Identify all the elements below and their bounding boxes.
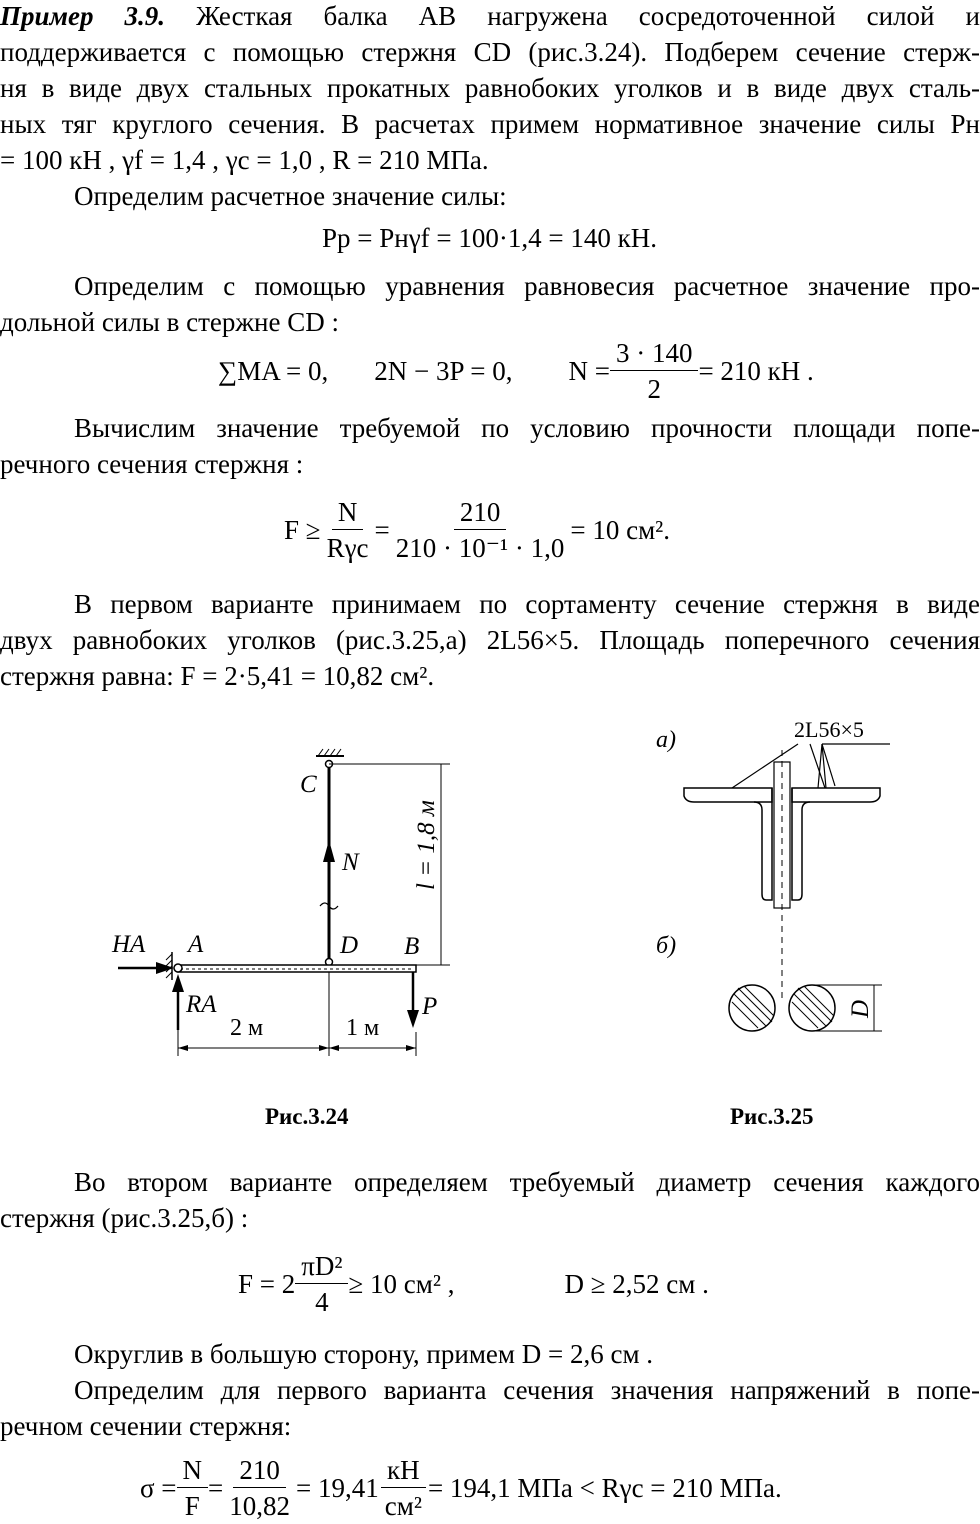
- label-N: N: [342, 849, 359, 876]
- label-HA: HA: [112, 931, 146, 958]
- p5-line2: двух равнобоких уголков (рис.3.25,а) 2L56×5. Площадь поперечного сечения: [0, 625, 980, 655]
- label-span-1m: 1 м: [346, 1015, 380, 1041]
- p5-line3: стержня равна: F = 2·5,41 = 10,82 см².: [0, 661, 435, 691]
- equation-diameter: [238, 1246, 709, 1322]
- eq5-f2-den: 10,82: [229, 1490, 291, 1521]
- label-P: P: [422, 993, 438, 1020]
- p3-line1: Определим с помощью уравнения равновесия расчетное значение про-: [74, 271, 980, 301]
- label-span-2m: 2 м: [230, 1015, 264, 1041]
- label-diameter: D: [847, 999, 874, 1018]
- p5-line1: В первом варианте принимаем по сортаменту сечение стержня в виде: [74, 589, 980, 619]
- eq5-eq: =: [208, 1473, 224, 1503]
- eq5-unit-num: кН: [381, 1453, 426, 1488]
- eq3-fraction1: [321, 495, 375, 566]
- eq3-f1-num: N: [332, 495, 364, 530]
- eq5-fraction1: [177, 1453, 209, 1524]
- p8-line1: Определим для первого варианта сечения значения напряжений в попе-: [74, 1375, 980, 1405]
- eq5-fraction2: [223, 1453, 296, 1524]
- p4-line2: речного сечения стержня :: [0, 449, 304, 479]
- eq4-den: 4: [315, 1286, 329, 1317]
- label-B: B: [404, 933, 420, 960]
- p1-line1: [0, 0, 980, 32]
- equation-area: [284, 492, 670, 568]
- equation-design-force: Pр = Pнγf = 100·1,4 = 140 кН.: [322, 223, 657, 253]
- eq3-f2-num: 210: [454, 495, 507, 530]
- eq5-f2-num: 210: [233, 1453, 286, 1488]
- eq4-right: ≥ 10 см² ,: [348, 1269, 455, 1299]
- eq4-fraction: [295, 1249, 348, 1320]
- label-A: A: [188, 931, 204, 958]
- figure-3-24: [100, 740, 480, 1070]
- eq5-mid: = 19,41: [296, 1473, 379, 1503]
- p1-line4: ных тяг круглого сечения. В расчетах примем нормативное значение силы Pн: [0, 109, 980, 139]
- eq2-numerator: 3 · 140: [610, 336, 699, 371]
- eq4-left: F = 2: [238, 1269, 296, 1299]
- eq3-result: = 10 см².: [570, 515, 671, 545]
- eq5-unit-fraction: [379, 1453, 428, 1524]
- p2-line: Определим расчетное значение силы:: [74, 181, 507, 211]
- eq5-f1-num: N: [177, 1453, 209, 1488]
- p6-line2: стержня (рис.3.25,б) :: [0, 1203, 249, 1233]
- p1-line2: поддерживается с помощью стержня CD (рис.3.24). Подберем сечение стерж-: [0, 37, 980, 67]
- label-D: D: [340, 932, 359, 959]
- eq3-f1-den: Rγc: [326, 532, 369, 563]
- figure-3-25: [640, 710, 970, 1050]
- p1-line3: ня в виде двух стальных прокатных равнобоких уголков и в виде двух сталь-: [0, 73, 980, 103]
- eq4-num: πD²: [295, 1249, 348, 1284]
- p4-line1: Вычислим значение требуемой по условию прочности площади попе-: [74, 413, 980, 443]
- p1-line1-text: Жесткая балка AB нагружена сосредоточенной силой и: [196, 1, 980, 31]
- eq2-linear: 2N − 3P = 0,: [374, 356, 513, 386]
- caption-fig-3-25: Рис.3.25: [730, 1104, 814, 1129]
- eq5-right: = 194,1 МПа < Rγc = 210 МПа.: [427, 1473, 782, 1503]
- example-heading: Пример 3.9.: [0, 1, 166, 31]
- eq3-eq: =: [374, 515, 390, 545]
- p6-line1: Во втором варианте определяем требуемый диаметр сечения каждого: [74, 1167, 980, 1197]
- label-length: l = 1,8 м: [413, 800, 440, 890]
- label-variant-b: б): [656, 933, 677, 959]
- eq3-f2-den: 210 · 10⁻¹ · 1,0: [395, 532, 565, 563]
- eq2-n-left: N =: [568, 356, 610, 386]
- eq3-fraction2: [390, 495, 571, 566]
- eq4-d: D ≥ 2,52 см .: [564, 1269, 709, 1299]
- caption-fig-3-24: Рис.3.24: [265, 1104, 349, 1129]
- label-RA: RA: [186, 991, 217, 1018]
- eq2-result: = 210 кН .: [698, 356, 814, 386]
- p8-line2: речном сечении стержня:: [0, 1411, 292, 1441]
- p3-line2: дольной силы в стержне CD :: [0, 307, 339, 337]
- eq2-fraction: [610, 336, 699, 407]
- label-variant-a: а): [656, 727, 676, 753]
- equation-equilibrium: [218, 338, 814, 404]
- label-C: C: [300, 771, 317, 798]
- label-profile: 2L56×5: [794, 717, 864, 742]
- eq3-left: F ≥: [284, 515, 321, 545]
- eq5-f1-den: F: [184, 1490, 200, 1521]
- p1-line5: = 100 кН , γf = 1,4 , γc = 1,0 , R = 210 МПа.: [0, 145, 489, 175]
- p7-line: Округлив в большую сторону, примем D = 2,6 см .: [74, 1339, 654, 1369]
- eq2-sum-moments: ∑MA = 0,: [218, 356, 329, 386]
- eq2-denominator: 2: [647, 373, 661, 404]
- eq5-left: σ =: [140, 1473, 177, 1503]
- eq5-unit-den: см²: [384, 1490, 422, 1521]
- equation-stress: [140, 1452, 782, 1524]
